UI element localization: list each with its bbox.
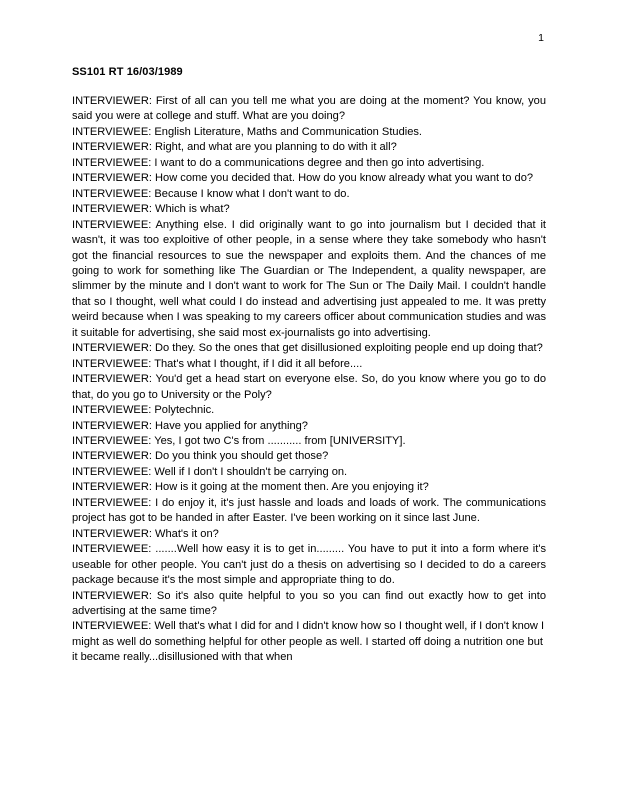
transcript-paragraph: INTERVIEWER: How come you decided that. How do you know already what you want to do?	[72, 172, 534, 185]
transcript-paragraph: INTERVIEWER: Right, and what are you planning to do with it all?	[72, 141, 397, 154]
transcript-paragraph: INTERVIEWER: Do you think you should get those?	[72, 450, 329, 463]
transcript-paragraph: INTERVIEWER: What's it on?	[72, 527, 219, 540]
transcript-paragraph: INTERVIEWER: You'd get a head start on everyone else. So, do you know where you go to do that, do you go to University or the Poly?	[72, 373, 546, 401]
document-title: SS101 RT 16/03/1989	[72, 66, 183, 78]
page-number: 1	[538, 32, 544, 44]
transcript-paragraph: INTERVIEWEE: Well if I don't I shouldn't be carrying on.	[72, 465, 348, 478]
transcript-paragraph: INTERVIEWER: Do they. So the ones that get disillusioned exploiting people end up doing that?	[72, 342, 543, 355]
transcript-paragraph: INTERVIEWEE: That's what I thought, if I did it all before....	[72, 357, 363, 370]
transcript-paragraph: INTERVIEWEE: English Literature, Maths and Communication Studies.	[72, 125, 423, 138]
transcript-paragraph: INTERVIEWEE: Yes, I got two C's from ........... from [UNIVERSITY].	[72, 434, 406, 447]
transcript-paragraph: INTERVIEWEE: I want to do a communications degree and then go into advertising.	[72, 156, 485, 169]
transcript-paragraph: INTERVIEWER: Which is what?	[72, 203, 230, 216]
transcript-paragraph: INTERVIEWER: So it's also quite helpful to you so you can find out exactly how to get into advertising at the same time?	[72, 589, 546, 617]
transcript-paragraph: INTERVIEWEE: Anything else. I did originally want to go into journalism but I decided that it wasn't, it was too exploitive of other people, in a sense where they take somebody who hasn't got the financial resources to sue the newspaper and exploits them. And the chances of me going to work for something like The Guardian or The Independent, a quality newspaper, are slimmer by the minute and I don't want to work for The Sun or The Daily Mail. I couldn't handle that so I thought, well what could I do instead and advertising just appealed to me. It was pretty weird because when I was speaking to my careers officer about communication studies and was it suitable for advertising, she said most ex-journalists go into advertising.	[72, 218, 546, 339]
transcript-paragraph: INTERVIEWEE: I do enjoy it, it's just hassle and loads and loads of work. The communications project has got to be handed in after Easter. I've been working on it since last June.	[72, 496, 546, 525]
transcript-paragraph: INTERVIEWER: Have you applied for anything?	[72, 419, 308, 432]
transcript-body	[72, 94, 546, 666]
transcript-paragraph: INTERVIEWEE: Well that's what I did for and I didn't know how so I thought well, if I don't know I might as well do something helpful for other people as well. I started off doing a nutrition one but it became really...disillusioned with that when	[72, 620, 545, 664]
transcript-paragraph: INTERVIEWEE: .......Well how easy it is to get in......... You have to put it into a form where it's useable for other people. You can't just do a thesis on advertising so I decided to do a careers package because it's the most simple and appropriate thing to do.	[72, 543, 546, 587]
transcript-paragraph: INTERVIEWER: How is it going at the moment then. Are you enjoying it?	[72, 481, 429, 494]
transcript-paragraph: INTERVIEWEE: Because I know what I don't want to do.	[72, 187, 350, 200]
transcript-paragraph: INTERVIEWER: First of all can you tell me what you are doing at the moment? You know, you said you were at college and stuff. What are you doing?	[72, 95, 546, 123]
transcript-paragraph: INTERVIEWEE: Polytechnic.	[72, 404, 215, 417]
